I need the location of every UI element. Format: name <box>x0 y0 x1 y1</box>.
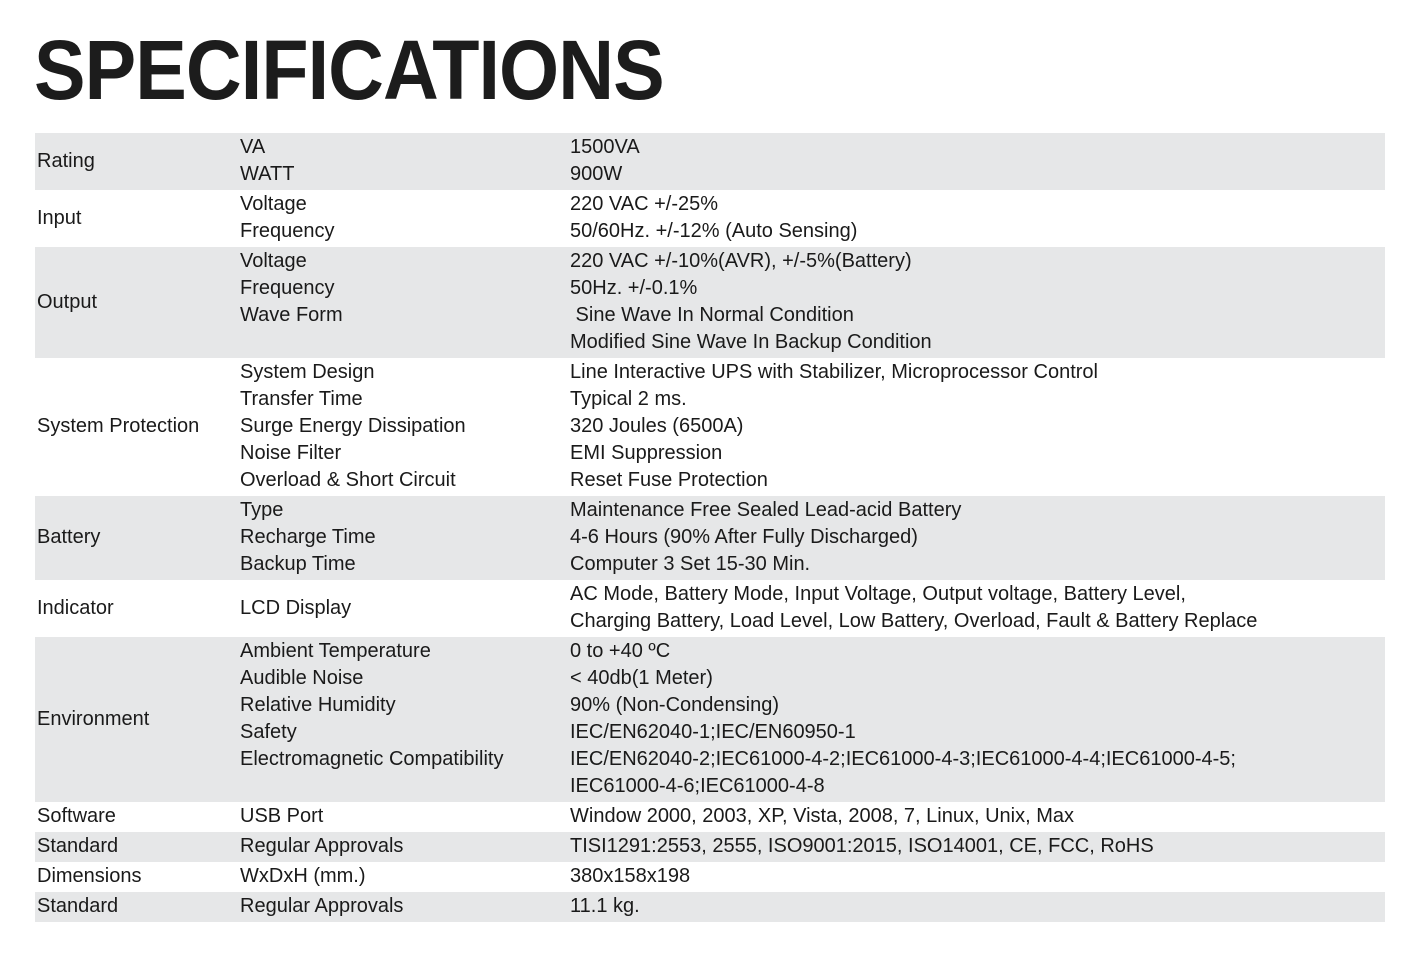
spec-value: 220 VAC +/-25% <box>570 193 719 215</box>
spec-value: 4-6 Hours (90% After Fully Discharged) <box>570 526 918 548</box>
spec-values <box>568 637 1385 802</box>
spec-parameter: VA <box>240 136 266 158</box>
spec-parameter: Recharge Time <box>240 526 376 548</box>
spec-value: < 40db(1 Meter) <box>570 667 713 689</box>
spec-value: IEC/EN62040-1;IEC/EN60950-1 <box>570 721 856 743</box>
spec-parameters <box>238 247 568 358</box>
specifications-table-body <box>35 133 1385 922</box>
spec-parameter: Backup Time <box>240 553 356 575</box>
spec-value: 320 Joules (6500A) <box>570 415 744 437</box>
spec-parameter: Overload & Short Circuit <box>240 469 456 491</box>
spec-parameters <box>238 580 568 637</box>
spec-value: IEC61000-4-6;IEC61000-4-8 <box>570 775 825 797</box>
spec-value: 1500VA <box>570 136 640 158</box>
spec-parameters <box>238 358 568 496</box>
spec-parameter: Audible Noise <box>240 667 364 689</box>
spec-parameter: WATT <box>240 163 295 185</box>
spec-category: Standard <box>35 832 238 862</box>
spec-values <box>568 580 1385 637</box>
spec-value: Charging Battery, Load Level, Low Battery, Overload, Fault & Battery Replace <box>570 610 1258 632</box>
spec-parameter: Voltage <box>240 250 307 272</box>
spec-row <box>35 358 1385 496</box>
spec-values <box>568 496 1385 580</box>
spec-parameters <box>238 496 568 580</box>
spec-values <box>568 832 1385 862</box>
spec-value: Modified Sine Wave In Backup Condition <box>570 331 932 353</box>
spec-parameters <box>238 832 568 862</box>
spec-parameter: Electromagnetic Compatibility <box>240 748 504 770</box>
spec-row <box>35 190 1385 247</box>
spec-parameters <box>238 862 568 892</box>
spec-parameters <box>238 892 568 922</box>
spec-row <box>35 802 1385 832</box>
spec-value: Maintenance Free Sealed Lead-acid Battery <box>570 499 962 521</box>
spec-value: AC Mode, Battery Mode, Input Voltage, Output voltage, Battery Level, <box>570 583 1186 605</box>
spec-parameters <box>238 190 568 247</box>
spec-row <box>35 637 1385 802</box>
specifications-table <box>35 133 1385 922</box>
spec-value: EMI Suppression <box>570 442 723 464</box>
spec-row <box>35 862 1385 892</box>
spec-parameter: Frequency <box>240 277 335 299</box>
spec-parameters <box>238 637 568 802</box>
spec-value: Line Interactive UPS with Stabilizer, Microprocessor Control <box>570 361 1098 383</box>
spec-parameter: USB Port <box>240 805 324 827</box>
spec-category: Dimensions <box>37 865 142 887</box>
spec-row <box>35 496 1385 580</box>
spec-parameter: Noise Filter <box>240 442 342 464</box>
spec-parameter: Voltage <box>240 193 307 215</box>
spec-value: 50/60Hz. +/-12% (Auto Sensing) <box>570 220 858 242</box>
spec-parameter: Regular Approvals <box>240 895 404 917</box>
spec-parameter <box>240 773 568 800</box>
spec-values <box>568 358 1385 496</box>
spec-category: Input <box>37 206 82 229</box>
spec-value: 50Hz. +/-0.1% <box>570 277 698 299</box>
spec-parameter <box>240 329 568 356</box>
spec-parameters <box>238 802 568 832</box>
spec-parameter: Surge Energy Dissipation <box>240 415 466 437</box>
spec-category: Standard <box>35 892 238 922</box>
spec-category: Software <box>37 805 116 827</box>
spec-category: System Protection <box>37 415 200 437</box>
spec-parameter: LCD Display <box>240 596 352 619</box>
spec-parameter: Ambient Temperature <box>240 640 431 662</box>
spec-category: Rating <box>35 133 238 190</box>
spec-value: 0 to +40 ºC <box>570 640 671 662</box>
spec-value: 220 VAC +/-10%(AVR), +/-5%(Battery) <box>570 250 912 272</box>
spec-parameter: Wave Form <box>240 304 343 326</box>
spec-value: Typical 2 ms. <box>570 388 687 410</box>
spec-parameter: WxDxH (mm.) <box>240 865 366 887</box>
spec-parameter: Safety <box>240 721 297 743</box>
spec-values <box>568 802 1385 832</box>
spec-value: TISI1291:2553, 2555, ISO9001:2015, ISO14001, CE, FCC, RoHS <box>570 835 1154 857</box>
spec-value: Sine Wave In Normal Condition <box>570 304 854 326</box>
spec-values <box>568 190 1385 247</box>
spec-row <box>35 247 1385 358</box>
spec-values <box>568 862 1385 892</box>
spec-parameter: System Design <box>240 361 375 383</box>
spec-parameter: Regular Approvals <box>240 835 404 857</box>
spec-value: 90% (Non-Condensing) <box>570 694 780 716</box>
spec-values <box>568 892 1385 922</box>
spec-parameter: Type <box>240 499 284 521</box>
spec-row <box>35 892 1385 922</box>
spec-values <box>568 133 1385 190</box>
spec-value: IEC/EN62040-2;IEC61000-4-2;IEC61000-4-3;IEC61000-4-4;IEC61000-4-5; <box>570 748 1236 770</box>
spec-row <box>35 580 1385 637</box>
spec-value: Window 2000, 2003, XP, Vista, 2008, 7, Linux, Unix, Max <box>570 805 1075 827</box>
spec-values <box>568 247 1385 358</box>
spec-value: Reset Fuse Protection <box>570 469 768 491</box>
spec-category: Output <box>35 247 238 358</box>
spec-value: Computer 3 Set 15-30 Min. <box>570 553 811 575</box>
spec-parameter: Frequency <box>240 220 335 242</box>
spec-parameter: Transfer Time <box>240 388 363 410</box>
spec-category: Environment <box>35 637 238 802</box>
spec-parameters <box>238 133 568 190</box>
page-title: SPECIFICATIONS <box>34 23 664 117</box>
spec-parameter: Relative Humidity <box>240 694 396 716</box>
spec-row <box>35 133 1385 190</box>
spec-value: 11.1 kg. <box>570 895 640 917</box>
spec-category: Indicator <box>37 596 114 619</box>
spec-value: 380x158x198 <box>570 865 691 887</box>
spec-category: Battery <box>35 496 238 580</box>
spec-row <box>35 832 1385 862</box>
spec-value: 900W <box>570 163 623 185</box>
